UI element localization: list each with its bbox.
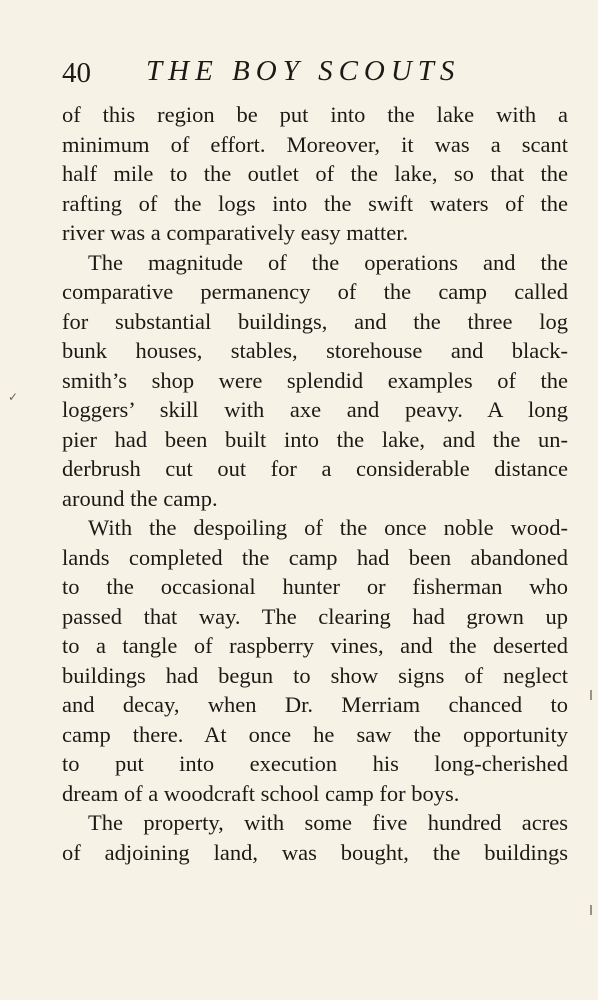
text-line: derbrush cut out for a considerable distance (62, 456, 568, 481)
text-line: The magnitude of the operations and the (88, 249, 568, 275)
text-line: of this region be put into the lake with a (62, 102, 568, 127)
text-line: comparative permanency of the camp called (62, 279, 568, 304)
text-line: to a tangle of raspberry vines, and the deserted (62, 633, 568, 658)
text-line: to the occasional hunter or fisherman who (62, 574, 568, 599)
page-header (60, 55, 570, 95)
text-line: for substantial buildings, and the three log (62, 308, 568, 334)
text-line: bunk houses, stables, storehouse and black- (62, 338, 568, 363)
text-line: minimum of effort. Moreover, it was a scant (62, 131, 568, 157)
text-line: to put into execution his long-cherished (62, 751, 568, 776)
text-line: pier had been built into the lake, and the un- (62, 426, 568, 452)
text-line: The property, with some five hundred acres (88, 810, 568, 835)
running-head: THE BOY SCOUTS (146, 55, 461, 87)
margin-mark-icon: ✓ (8, 390, 19, 404)
page-number: 40 (62, 57, 91, 89)
page-edge-mark (590, 690, 592, 700)
text-line: rafting of the logs into the swift waters of the (62, 190, 568, 216)
text-line: camp there. At once he saw the opportunity (62, 721, 568, 747)
text-line: of adjoining land, was bought, the buildings (62, 839, 568, 865)
text-line: and decay, when Dr. Merriam chanced to (62, 692, 568, 717)
text-line: buildings had begun to show signs of neglect (62, 662, 568, 688)
text-line: dream of a woodcraft school camp for boys. (62, 780, 460, 806)
body-text (62, 100, 568, 867)
text-line: lands completed the camp had been abandoned (62, 544, 568, 570)
text-line: With the despoiling of the once noble wood- (88, 515, 568, 540)
text-line: around the camp. (62, 485, 218, 511)
page-edge-mark (590, 905, 592, 915)
text-line: passed that way. The clearing had grown up (62, 603, 568, 629)
text-line: half mile to the outlet of the lake, so that the (62, 161, 568, 186)
text-line: river was a comparatively easy matter. (62, 220, 409, 245)
text-line: loggers’ skill with axe and peavy. A long (62, 397, 568, 422)
text-line: smith’s shop were splendid examples of the (62, 367, 568, 393)
